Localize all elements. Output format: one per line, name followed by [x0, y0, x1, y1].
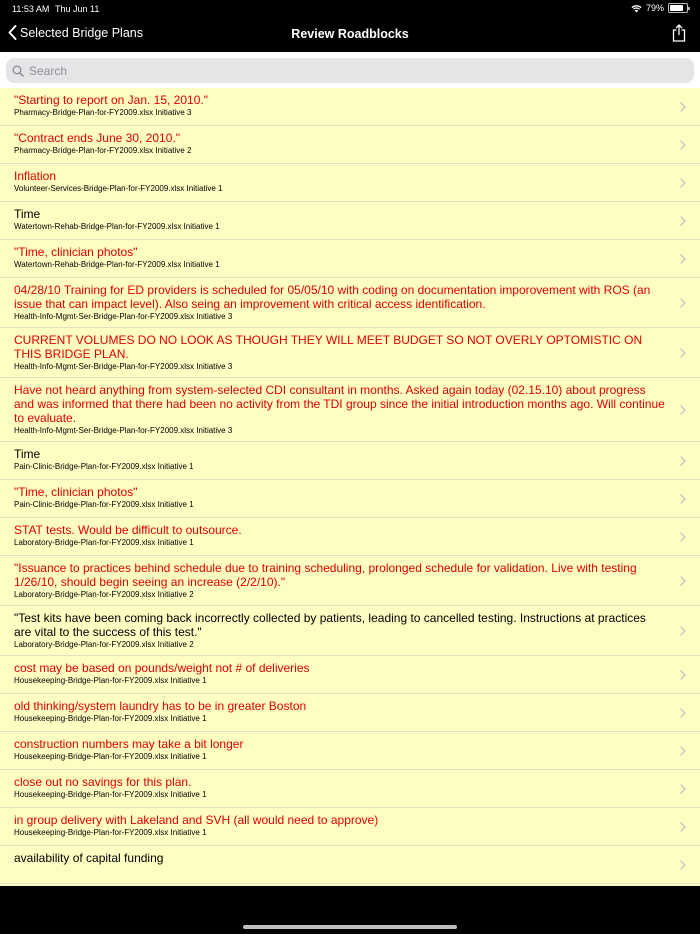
- chevron-right-icon: [680, 140, 686, 150]
- roadblock-title: "Time, clinician photos": [14, 245, 138, 259]
- roadblock-source: Watertown-Rehab-Bridge-Plan-for-FY2009.xlsx Initiative 1: [14, 260, 220, 269]
- chevron-right-icon: [680, 254, 686, 264]
- roadblock-row[interactable]: [0, 164, 700, 202]
- roadblock-row[interactable]: [0, 240, 700, 278]
- roadblock-source: Housekeeping-Bridge-Plan-for-FY2009.xlsx Initiative 1: [14, 752, 207, 761]
- roadblock-row[interactable]: [0, 480, 700, 518]
- navigation-bar: [0, 18, 700, 52]
- roadblock-title: STAT tests. Would be difficult to outsource.: [14, 523, 242, 537]
- roadblock-row[interactable]: [0, 202, 700, 240]
- search-input[interactable]: [29, 64, 629, 78]
- chevron-right-icon: [680, 405, 686, 415]
- roadblock-source: Pharmacy-Bridge-Plan-for-FY2009.xlsx Initiative 2: [14, 146, 192, 155]
- roadblock-row[interactable]: [0, 378, 700, 442]
- roadblock-title: "Test kits have been coming back incorrectly collected by patients, leading to cancelled testing. Instructions at practices are vital to the success of this test.": [14, 611, 646, 639]
- roadblock-source: Volunteer-Services-Bridge-Plan-for-FY2009.xlsx Initiative 1: [14, 184, 223, 193]
- roadblock-title: "Issuance to practices behind schedule due to training scheduling, prolonged schedule for validation. Live with testing 1/26/10, should begin seeing an increase (2/2/10).": [14, 561, 637, 589]
- roadblock-source: Laboratory-Bridge-Plan-for-FY2009.xlsx Initiative 1: [14, 538, 194, 547]
- chevron-right-icon: [680, 626, 686, 636]
- roadblock-title: in group delivery with Lakeland and SVH (all would need to approve): [14, 813, 379, 827]
- roadblock-source: Health-Info-Mgmt-Ser-Bridge-Plan-for-FY2009.xlsx Initiative 3: [14, 312, 233, 321]
- roadblock-row[interactable]: [0, 556, 700, 606]
- chevron-right-icon: [680, 746, 686, 756]
- battery-level: [670, 5, 683, 11]
- roadblock-title: 04/28/10 Training for ED providers is scheduled for 05/05/10 with coding on documentation imporovement with ROS (an issue that can impact level). Also seing an improvement with critical access identification.: [14, 283, 651, 311]
- battery-percent: 79%: [645, 3, 664, 13]
- roadblock-row[interactable]: [0, 694, 700, 732]
- chevron-right-icon: [680, 576, 686, 586]
- roadblock-title: old thinking/system laundry has to be in greater Boston: [14, 699, 307, 713]
- status-date: Thu Jun 11: [55, 4, 100, 14]
- roadblock-title: Inflation: [14, 169, 57, 183]
- roadblock-row[interactable]: [0, 770, 700, 808]
- chevron-right-icon: [680, 102, 686, 112]
- roadblock-row[interactable]: [0, 442, 700, 480]
- roadblock-row[interactable]: [0, 656, 700, 694]
- roadblock-source: Housekeeping-Bridge-Plan-for-FY2009.xlsx Initiative 1: [14, 790, 207, 799]
- battery-icon: [668, 3, 688, 13]
- roadblock-title: "Starting to report on Jan. 15, 2010.": [14, 93, 208, 107]
- roadblock-list: [0, 88, 700, 886]
- chevron-right-icon: [680, 784, 686, 794]
- chevron-right-icon: [680, 216, 686, 226]
- roadblock-row[interactable]: [0, 328, 700, 378]
- magnifier-icon: [12, 65, 29, 77]
- page-title: Review Roadblocks: [291, 27, 409, 41]
- search-area: [0, 52, 700, 88]
- roadblock-row[interactable]: [0, 88, 700, 126]
- roadblock-title: "Time, clinician photos": [14, 485, 138, 499]
- bottom-bar: [0, 886, 700, 934]
- roadblock-title: cost may be based on pounds/weight not # of deliveries: [14, 661, 310, 675]
- chevron-right-icon: [680, 822, 686, 832]
- roadblock-title: construction numbers may take a bit longer: [14, 737, 244, 751]
- roadblock-title: "Contract ends June 30, 2010.": [14, 131, 180, 145]
- roadblock-title: CURRENT VOLUMES DO NO LOOK AS THOUGH THEY WILL MEET BUDGET SO NOT OVERLY OPTOMISTIC ON THIS BRIDGE PLAN.: [14, 333, 643, 361]
- chevron-right-icon: [680, 178, 686, 188]
- roadblock-row[interactable]: [0, 606, 700, 656]
- status-bar: [0, 0, 700, 18]
- chevron-right-icon: [680, 532, 686, 542]
- share-icon: [672, 29, 686, 46]
- roadblock-title: Time: [14, 207, 41, 221]
- roadblock-source: Laboratory-Bridge-Plan-for-FY2009.xlsx Initiative 2: [14, 640, 194, 649]
- home-indicator: [243, 925, 457, 929]
- share-button[interactable]: [672, 24, 686, 47]
- status-time: 11:53 AM: [12, 4, 50, 14]
- roadblock-row[interactable]: [0, 126, 700, 164]
- chevron-right-icon: [680, 708, 686, 718]
- status-indicators: [631, 3, 688, 13]
- roadblock-source: Housekeeping-Bridge-Plan-for-FY2009.xlsx Initiative 1: [14, 714, 207, 723]
- roadblock-source: Watertown-Rehab-Bridge-Plan-for-FY2009.xlsx Initiative 1: [14, 222, 220, 231]
- roadblock-source: Pain-Clinic-Bridge-Plan-for-FY2009.xlsx Initiative 1: [14, 500, 194, 509]
- roadblock-source: Housekeeping-Bridge-Plan-for-FY2009.xlsx Initiative 1: [14, 828, 207, 837]
- roadblock-title: Time: [14, 447, 41, 461]
- wifi-icon: [631, 4, 642, 13]
- back-button-label: Selected Bridge Plans: [20, 25, 143, 40]
- chevron-right-icon: [680, 298, 686, 308]
- chevron-right-icon: [680, 456, 686, 466]
- chevron-right-icon: [680, 348, 686, 358]
- roadblock-title: Have not heard anything from system-selected CDI consultant in months. Asked again today (02.15.10) about progress and was informed that there had been no activity from the TDI group since the initial introduction months ago. Will continue to evaluate.: [14, 383, 665, 425]
- roadblock-row[interactable]: [0, 732, 700, 770]
- chevron-right-icon: [680, 670, 686, 680]
- roadblock-row[interactable]: [0, 278, 700, 328]
- roadblock-source: Pharmacy-Bridge-Plan-for-FY2009.xlsx Initiative 3: [14, 108, 192, 117]
- roadblock-source: Laboratory-Bridge-Plan-for-FY2009.xlsx Initiative 2: [14, 590, 194, 599]
- chevron-right-icon: [680, 860, 686, 870]
- roadblock-source: Health-Info-Mgmt-Ser-Bridge-Plan-for-FY2009.xlsx Initiative 3: [14, 426, 233, 435]
- roadblock-source: Housekeeping-Bridge-Plan-for-FY2009.xlsx Initiative 1: [14, 676, 207, 685]
- search-field[interactable]: [6, 58, 694, 83]
- roadblock-row[interactable]: [0, 846, 700, 884]
- roadblock-title: close out no savings for this plan.: [14, 775, 192, 789]
- chevron-right-icon: [680, 494, 686, 504]
- roadblock-source: Health-Info-Mgmt-Ser-Bridge-Plan-for-FY2009.xlsx Initiative 3: [14, 362, 233, 371]
- roadblock-source: Pain-Clinic-Bridge-Plan-for-FY2009.xlsx Initiative 1: [14, 462, 194, 471]
- roadblock-row[interactable]: [0, 808, 700, 846]
- roadblock-row[interactable]: [0, 518, 700, 556]
- roadblock-title: availability of capital funding: [14, 851, 164, 865]
